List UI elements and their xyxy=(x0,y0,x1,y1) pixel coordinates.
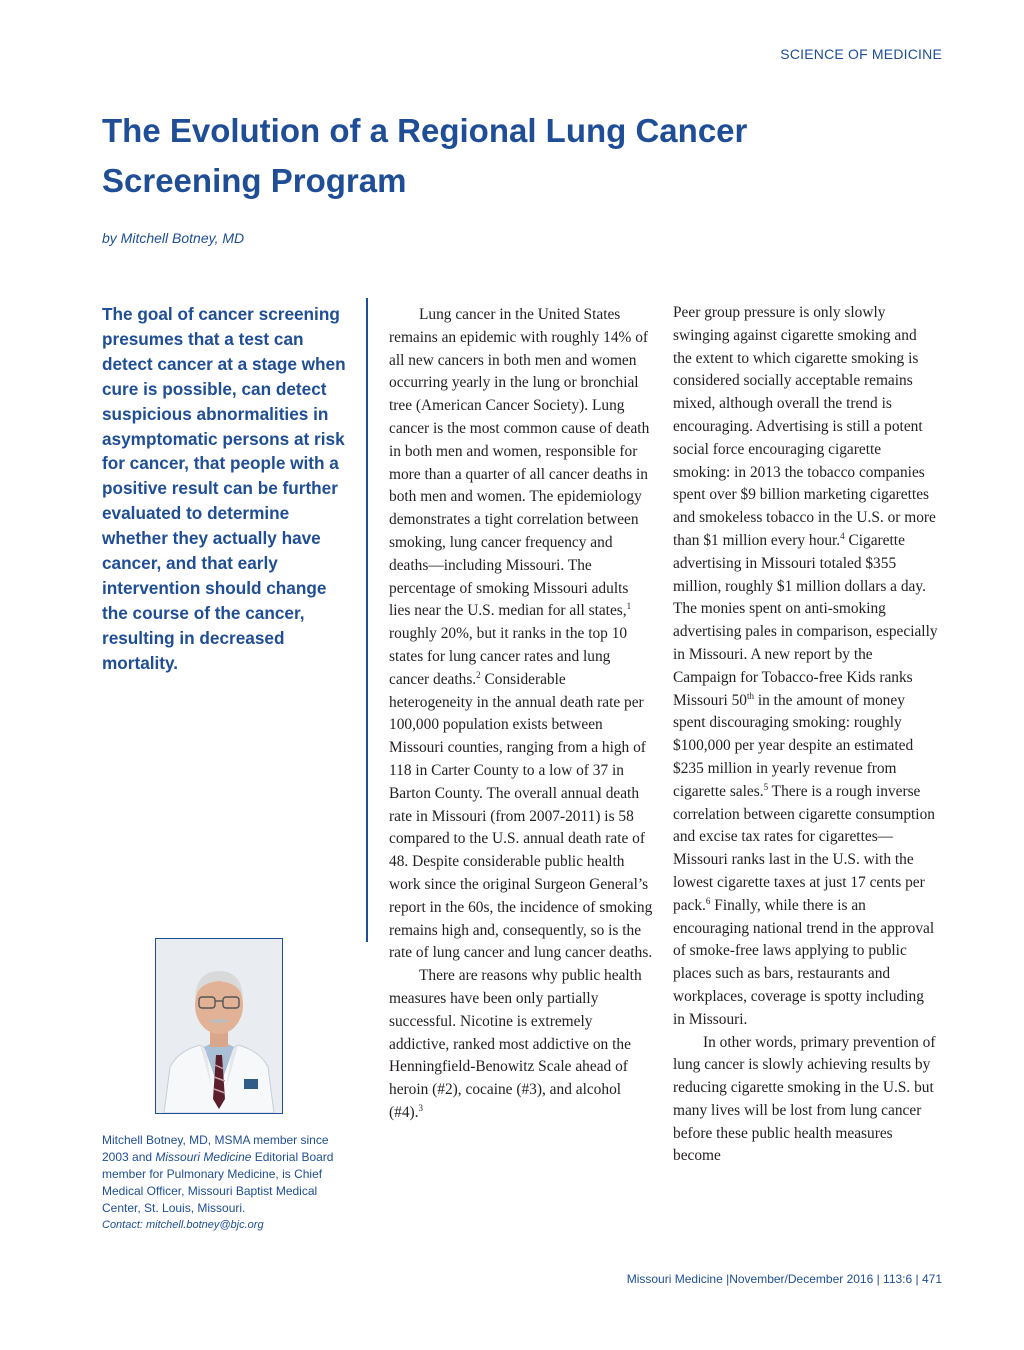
article-title: The Evolution of a Regional Lung Cancer Screening Program xyxy=(102,112,748,199)
reference-3: 3 xyxy=(418,1102,423,1113)
section-label: SCIENCE OF MEDICINE xyxy=(780,46,942,62)
author-caption: Mitchell Botney, MD, MSMA member since 2003 and Missouri Medicine Editorial Board member for Pulmonary Medicine, is Chief Medical Officer, Missouri Baptist Medical Center, St. Louis, Missouri. Contact: mitchell.botney@bjc.org xyxy=(102,1132,357,1234)
byline: by Mitchell Botney, MD xyxy=(102,230,245,246)
reference-1: 1 xyxy=(626,601,632,612)
column-divider xyxy=(366,298,368,942)
page-footer: Missouri Medicine |November/December 2016 | 113:6 | 471 xyxy=(626,1272,942,1286)
author-photo xyxy=(155,938,283,1114)
ordinal-suffix: th xyxy=(746,690,754,701)
body-column-2 xyxy=(673,302,938,1168)
paragraph-3: Peer group pressure is only slowly swinging against cigarette smoking and the extent to which cigarette smoking is considered socially acceptable remains mixed, although overall the trend is encouraging. Advertising is still a potent social force encouraging cigarette smoking: in 2013 the tobacco companies spent over $9 billion marketing cigarettes and smokeless tobacco in the U.S. or more than $1 million every hour.$^4$ Cigarette advertising in Missouri totaled $355 million, roughly $1 million dollars a day. The monies spent on anti-smoking advertising pales in comparison, especially in Missouri. A new report by the Campaign for Tobacco-free Kids ranks Missouri 50th in the amount of money spent discouraging smoking: roughly $100,000 per year despite an estimated $235 million in yearly revenue from cigarette sales.$^5$ There is a rough inverse correlation between cigarette consumption and excise tax rates for cigarettes—Missouri ranks last in the U.S. with the lowest cigarette taxes at just 17 cents per pack.$^6$ Finally, while there is an encouraging national trend in the approval of smoke-free laws applying to public places such as bars, restaurants and workplaces, coverage is spotty including in Missouri. xyxy=(673,304,938,1028)
paragraph-4: In other words, primary prevention of lung cancer is slowly achieving results by reducing cigarette smoking in the U.S. but many lives will be lost from lung cancer before these public health measures become xyxy=(673,1033,936,1165)
reference-2: 2 xyxy=(476,669,481,680)
author-contact: Contact: mitchell.botney@bjc.org xyxy=(102,1219,264,1231)
reference-6: 6 xyxy=(705,895,711,906)
reference-5: 5 xyxy=(763,781,769,792)
journal-name: Missouri Medicine xyxy=(155,1150,252,1164)
author-portrait-illustration xyxy=(156,939,282,1113)
paragraph-2: There are reasons why public health measures have been only partially successful. Nicotine is extremely addictive, ranked most addictive on the Henningfield-Benowitz Scale ahead of heroin (#2), cocaine (#3), and alcohol (#4).$^3$ xyxy=(389,967,642,1121)
reference-4: 4 xyxy=(840,530,845,541)
paragraph-1: Lung cancer in the United States remains an epidemic with roughly 14% of all new cancers in both men and women occurring yearly in the lung or bronchial tree (American Cancer Society). Lung cancer is the most common cause of death in both men and women, responsible for more than a quarter of all cancer deaths in both men and women. The epidemiology demonstrates a tight correlation between smoking, lung cancer frequency and deaths—including Missouri. The percentage of smoking Missouri adults lies near the U.S. median for all states,$^1$ roughly 20%, but it ranks in the top 10 states for lung cancer rates and lung cancer deaths.$^2$ Considerable heterogeneity in the annual death rate per 100,000 population exists between Missouri counties, ranging from a high of 118 in Carter County to a low of 37 in Barton County. The overall annual death rate in Missouri (from 2007-2011) is 58 compared to the U.S. annual death rate of 48. Despite considerable public health work since the original Surgeon General’s report in the 60s, the incidence of smoking remains high and, consequently, so is the rate of lung cancer and lung cancer deaths. xyxy=(389,306,653,962)
pull-quote: The goal of cancer screening presumes that a test can detect cancer at a stage when cure is possible, can detect suspicious abnormalities in asymptomatic persons at risk for cancer, that people with a positive result can be further evaluated to determine whether they actually have cancer, and that early intervention should change the course of the cancer, resulting in decreased mortality. xyxy=(102,304,346,673)
body-column-1 xyxy=(389,304,653,1125)
